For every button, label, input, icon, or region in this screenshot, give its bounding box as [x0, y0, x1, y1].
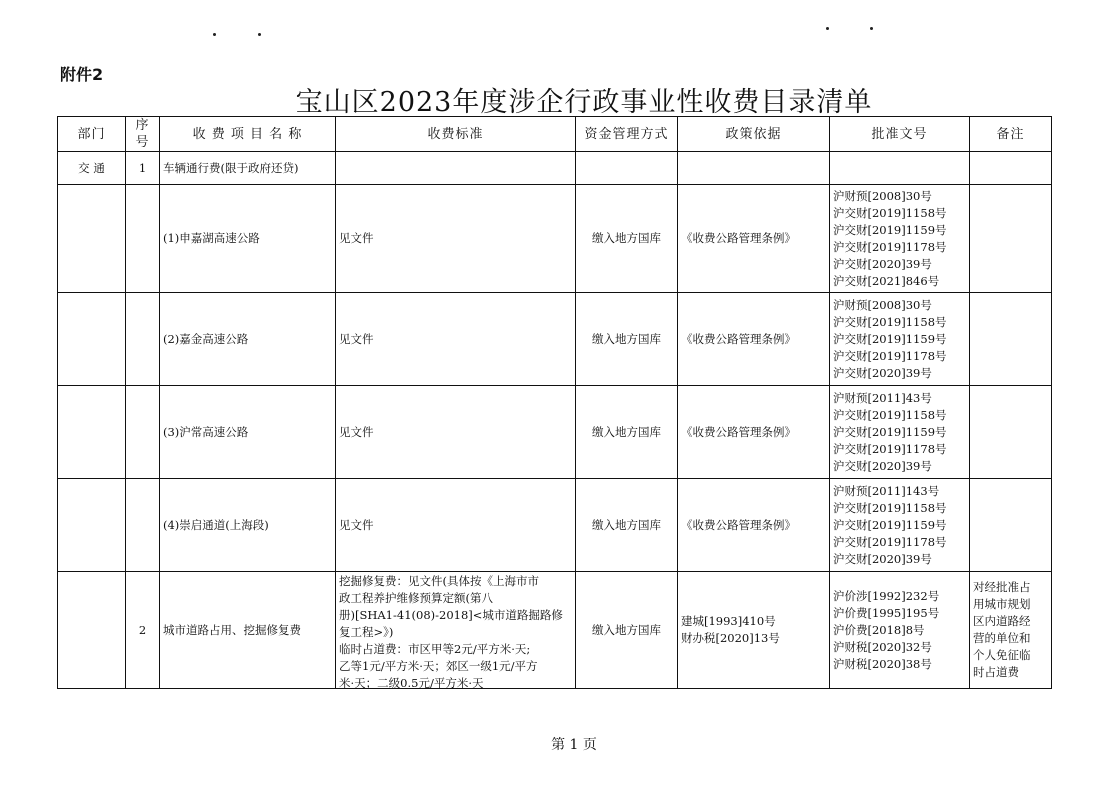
cell-item-name: 城市道路占用、挖掘修复费: [160, 572, 336, 689]
header-policy: 政策依据: [678, 117, 830, 152]
approval-doc-number: 沪交财[2019]1178号: [833, 441, 947, 456]
standard-line: 乙等1元/平方米·天；郊区一级1元/平方: [339, 658, 538, 673]
cell-item-name: (2)嘉金高速公路: [160, 293, 336, 386]
cell-item-name: 车辆通行费(限于政府还贷): [160, 152, 336, 185]
remark-line: 营的单位和: [973, 631, 1031, 645]
cell-approval: [830, 386, 970, 479]
cell-department: 交 通: [58, 152, 126, 185]
policy-doc-number: 建城[1993]410号: [681, 614, 776, 628]
approval-doc-number: 沪交财[2020]39号: [833, 458, 932, 473]
approval-doc-number: 沪交财[2020]39号: [833, 551, 932, 566]
cell-department: [58, 185, 126, 293]
cell-approval: [830, 185, 970, 293]
cell-approval: [830, 293, 970, 386]
standard-line: 政工程养护维修预算定额(第八: [339, 590, 493, 605]
header-remark: 备注: [970, 117, 1052, 152]
scan-speck: [213, 33, 216, 36]
approval-doc-number: 沪交财[2020]39号: [833, 256, 932, 271]
cell-standard: 见文件: [336, 185, 576, 293]
cell-fund-mgmt: 缴入地方国库: [576, 572, 678, 689]
cell-department: [58, 293, 126, 386]
approval-doc-number: 沪交财[2019]1159号: [833, 424, 947, 439]
cell-remark: [970, 386, 1052, 479]
table-row: [58, 185, 1052, 293]
cell-policy: 《收费公路管理条例》: [678, 293, 830, 386]
approval-doc-number: 沪价涉[1992]232号: [833, 588, 940, 603]
cell-fund-mgmt: 缴入地方国库: [576, 386, 678, 479]
cell-approval: [830, 572, 970, 689]
approval-doc-number: 沪财预[2008]30号: [833, 188, 932, 203]
header-standard: 收费标准: [336, 117, 576, 152]
cell-item-name: (1)申嘉湖高速公路: [160, 185, 336, 293]
table-row: [58, 293, 1052, 386]
approval-doc-number: 沪交财[2019]1159号: [833, 222, 947, 237]
table-row: [58, 386, 1052, 479]
scan-speck: [826, 27, 829, 30]
approval-doc-number: 沪交财[2019]1159号: [833, 517, 947, 532]
approval-doc-number: 沪价费[1995]195号: [833, 605, 940, 620]
remark-line: 用城市规划: [973, 597, 1031, 611]
cell-seq: [126, 185, 160, 293]
approval-doc-number: 沪财预[2011]43号: [833, 390, 932, 405]
table-header-row: [58, 117, 1052, 152]
approval-doc-number: 沪价费[2018]8号: [833, 622, 925, 637]
table-row: [58, 479, 1052, 572]
attachment-label: 附件2: [60, 65, 104, 84]
cell-remark: [970, 152, 1052, 185]
standard-line: 复工程>》): [339, 624, 394, 639]
cell-policy: 《收费公路管理条例》: [678, 185, 830, 293]
cell-standard: [336, 152, 576, 185]
cell-seq: [126, 479, 160, 572]
cell-standard: [336, 572, 576, 689]
standard-line: 册)[SHA1-41(08)-2018]<城市道路掘路修: [339, 607, 563, 622]
page-number: 第 1 页: [551, 737, 597, 753]
header-department: 部门: [58, 117, 126, 152]
header-approval: 批准文号: [830, 117, 970, 152]
document-title: 宝山区2023年度涉企行政事业性收费目录清单: [295, 87, 873, 118]
table-row: [58, 152, 1052, 185]
approval-doc-number: 沪财税[2020]38号: [833, 656, 932, 671]
policy-doc-number: 财办税[2020]13号: [681, 631, 780, 645]
approval-doc-number: 沪交财[2019]1178号: [833, 239, 947, 254]
cell-fund-mgmt: [576, 152, 678, 185]
cell-policy: [678, 572, 830, 689]
cell-fund-mgmt: 缴入地方国库: [576, 293, 678, 386]
remark-line: 区内道路经: [973, 614, 1031, 628]
cell-seq: [126, 386, 160, 479]
header-item-name: 收 费 项 目 名 称: [160, 117, 336, 152]
cell-seq: 1: [126, 152, 160, 185]
cell-remark: [970, 479, 1052, 572]
fee-catalog-table: [57, 116, 1052, 689]
approval-doc-number: 沪财预[2011]143号: [833, 483, 940, 498]
cell-item-name: (4)崇启通道(上海段): [160, 479, 336, 572]
approval-doc-number: 沪交财[2019]1178号: [833, 348, 947, 363]
approval-doc-number: 沪交财[2019]1158号: [833, 500, 947, 515]
remark-line: 对经批准占: [973, 580, 1031, 594]
cell-policy: [678, 152, 830, 185]
cell-department: [58, 572, 126, 689]
cell-seq: [126, 293, 160, 386]
cell-fund-mgmt: 缴入地方国库: [576, 479, 678, 572]
remark-line: 个人免征临: [973, 648, 1031, 662]
cell-fund-mgmt: 缴入地方国库: [576, 185, 678, 293]
approval-doc-number: 沪交财[2020]39号: [833, 365, 932, 380]
approval-doc-number: 沪交财[2019]1159号: [833, 331, 947, 346]
cell-approval: [830, 152, 970, 185]
approval-doc-number: 沪交财[2019]1158号: [833, 407, 947, 422]
cell-department: [58, 479, 126, 572]
cell-item-name: (3)沪常高速公路: [160, 386, 336, 479]
approval-doc-number: 沪交财[2019]1178号: [833, 534, 947, 549]
standard-line: 临时占道费：市区甲等2元/平方米·天;: [339, 641, 531, 656]
table-row: [58, 572, 1052, 689]
header-fund-mgmt: 资金管理方式: [576, 117, 678, 152]
approval-doc-number: 沪交财[2019]1158号: [833, 314, 947, 329]
cell-standard: 见文件: [336, 479, 576, 572]
header-seq: 序号: [126, 117, 160, 152]
cell-remark: [970, 185, 1052, 293]
cell-policy: 《收费公路管理条例》: [678, 386, 830, 479]
cell-approval: [830, 479, 970, 572]
scan-speck: [258, 33, 261, 36]
cell-department: [58, 386, 126, 479]
cell-seq: 2: [126, 572, 160, 689]
cell-policy: 《收费公路管理条例》: [678, 479, 830, 572]
cell-standard: 见文件: [336, 293, 576, 386]
approval-doc-number: 沪交财[2021]846号: [833, 273, 940, 288]
scan-speck: [870, 27, 873, 30]
approval-doc-number: 沪财预[2008]30号: [833, 297, 932, 312]
cell-remark: [970, 293, 1052, 386]
cell-standard: 见文件: [336, 386, 576, 479]
standard-line: 米·天；二级0.5元/平方米·天: [339, 675, 484, 688]
remark-line: 时占道费: [973, 665, 1019, 679]
cell-remark: [970, 572, 1052, 689]
standard-line: 挖掘修复费：见文件(具体按《上海市市: [339, 573, 539, 588]
approval-doc-number: 沪交财[2019]1158号: [833, 205, 947, 220]
approval-doc-number: 沪财税[2020]32号: [833, 639, 932, 654]
